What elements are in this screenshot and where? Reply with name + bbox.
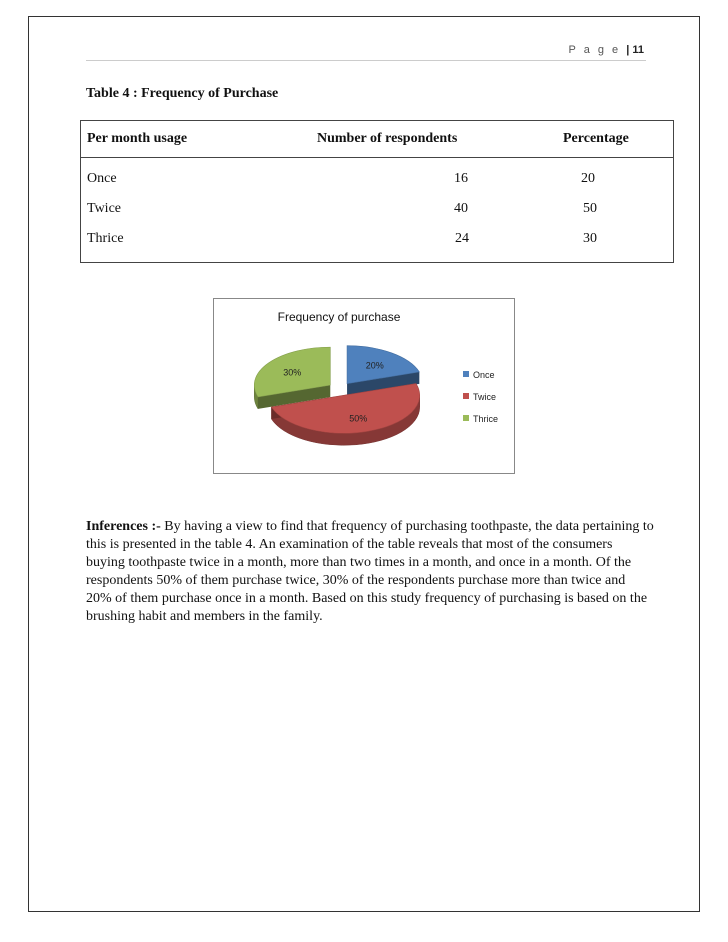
usage-cell: Twice xyxy=(87,201,122,216)
legend-label-twice: Twice xyxy=(473,392,497,402)
legend-label-once: Once xyxy=(473,370,495,380)
page-header xyxy=(569,44,645,56)
header-rule xyxy=(86,60,646,61)
chart-title: Frequency of purchase xyxy=(277,310,401,324)
legend-label-thrice: Thrice xyxy=(473,414,499,424)
table-row xyxy=(81,194,674,224)
table-row xyxy=(81,158,674,195)
legend-swatch-once xyxy=(463,371,469,377)
legend-swatch-twice xyxy=(463,393,469,399)
table-header-row xyxy=(81,121,674,158)
table-title: Table 4 : Frequency of Purchase xyxy=(86,86,279,101)
inference-paragraph xyxy=(86,518,654,626)
pie-chart xyxy=(214,299,514,473)
data-label-twice: 50% xyxy=(349,413,368,424)
frequency-table xyxy=(80,120,674,263)
page-label: P a g e xyxy=(568,44,621,56)
pie-chart-container xyxy=(213,298,515,474)
data-label-thrice: 30% xyxy=(283,367,302,378)
usage-cell: Thrice xyxy=(87,231,124,246)
inference-text: By having a view to find that frequency of purchasing toothpaste, the data pertaining to this is presented in the table 4. An examination of the table reveals that most of the consumers buying toothpaste twice in a month, more than two times in a month, and once in a month. Of the respondents 50% of them purchase twice, 30% of the respondents purchase more than twice and 20% of them purchase once in a month. Based on this study frequency of purchasing is based on the brushing habit and members in the family. xyxy=(86,519,654,624)
table-row xyxy=(81,224,674,263)
inference-label: Inferences :- xyxy=(86,519,161,534)
usage-cell: Once xyxy=(87,171,117,186)
column-header-respondents: Number of respondents xyxy=(311,121,557,158)
data-label-once: 20% xyxy=(365,360,384,371)
legend-swatch-thrice xyxy=(463,415,469,421)
column-header-percentage: Percentage xyxy=(557,121,674,158)
percentage-cell: 30 xyxy=(583,231,597,246)
respondents-cell: 16 xyxy=(454,171,468,186)
percentage-cell: 20 xyxy=(581,171,595,186)
respondents-cell: 24 xyxy=(455,231,469,246)
page-number: | 11 xyxy=(626,44,644,56)
respondents-cell: 40 xyxy=(454,201,468,216)
percentage-cell: 50 xyxy=(583,201,597,216)
column-header-usage: Per month usage xyxy=(81,121,312,158)
